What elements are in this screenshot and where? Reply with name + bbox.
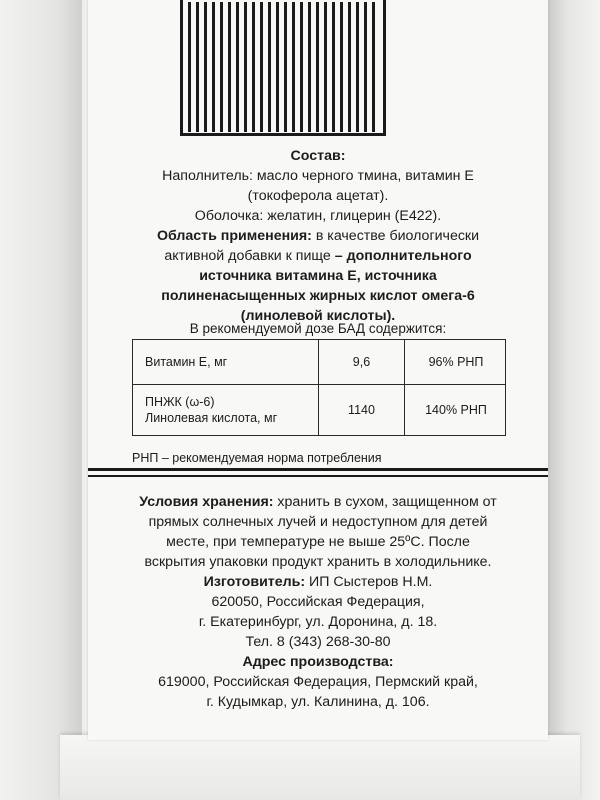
rnp-footnote: РНП – рекомендуемая норма потребления [132, 451, 382, 465]
nutrient-name-line-1: ПНЖК (ω-6) [145, 395, 215, 409]
application-line-3: источника витамина Е, источника [199, 268, 437, 284]
nutrient-value: 9,6 [319, 340, 405, 384]
manufacturer-heading: Изготовитель: [203, 574, 306, 590]
storage-heading: Условия хранения: [139, 494, 274, 510]
composition-line-2: (токоферола ацетат). [247, 188, 389, 204]
application-line-2 [88, 246, 548, 266]
barcode [188, 2, 378, 132]
storage-line-2: прямых солнечных лучей и недоступном для детей [148, 514, 488, 530]
nutrient-rnp: 96% РНП [428, 355, 484, 369]
production-heading: Адрес производства: [242, 654, 394, 670]
production-line-2: г. Кудымкар, ул. Калинина, д. 106. [206, 694, 430, 710]
storage-line-4: вскрытия упаковки продукт хранить в холодильнике. [144, 554, 492, 570]
divider-bottom [88, 475, 548, 477]
nutrient-value: 1140 [319, 385, 405, 435]
composition-heading: Состав: [290, 148, 346, 164]
label-panel [88, 0, 548, 740]
nutrient-rnp: 140% РНП [425, 403, 487, 417]
storage-line-1 [88, 492, 548, 512]
nutrient-name: Витамин Е, мг [133, 340, 319, 384]
box-bottom-flap [60, 735, 580, 800]
production-line-1: 619000, Российская Федерация, Пермский край, [158, 674, 478, 690]
box-left-side [0, 0, 82, 800]
dose-intro: В рекомендуемой дозе БАД содержится: [189, 321, 447, 336]
nutrient-name [133, 385, 319, 435]
manufacturer-line-1 [88, 572, 548, 592]
storage-line-3: месте, при температуре не выше 25ºС. После [166, 534, 470, 550]
storage-line-1-text: хранить в сухом, защищенном от [273, 494, 497, 510]
box-right-side [546, 0, 600, 800]
barcode-bars [188, 2, 378, 132]
manufacturer-line-1-text: ИП Сыстеров Н.М. [305, 574, 433, 590]
nutrient-name-line-2: Линолевая кислота, мг [145, 411, 278, 425]
application-heading: Область применения: [156, 228, 312, 244]
application-line-1-text: в качестве биологически [311, 228, 480, 244]
manufacturer-line-3: г. Екатеринбург, ул. Доронина, д. 18. [198, 614, 438, 630]
application-line-2-text: активной добавки к пище [164, 248, 335, 264]
application-line-2-bold: – дополнительного [334, 248, 472, 264]
nutrient-table [132, 339, 506, 436]
manufacturer-line-4: Тел. 8 (343) 268-30-80 [245, 634, 391, 650]
table-row [133, 340, 505, 385]
composition-line-3: Оболочка: желатин, глицерин (Е422). [194, 208, 442, 224]
application-line-5: (линолевой кислоты). [240, 308, 396, 324]
manufacturer-line-2: 620050, Российская Федерация, [211, 594, 425, 610]
application-line-1 [88, 226, 548, 246]
composition-line-1: Наполнитель: масло черного тмина, витамин Е [162, 168, 474, 184]
divider-top [88, 468, 548, 471]
table-row [133, 385, 505, 435]
application-line-4: полиненасыщенных жирных кислот омега-6 [161, 288, 475, 304]
